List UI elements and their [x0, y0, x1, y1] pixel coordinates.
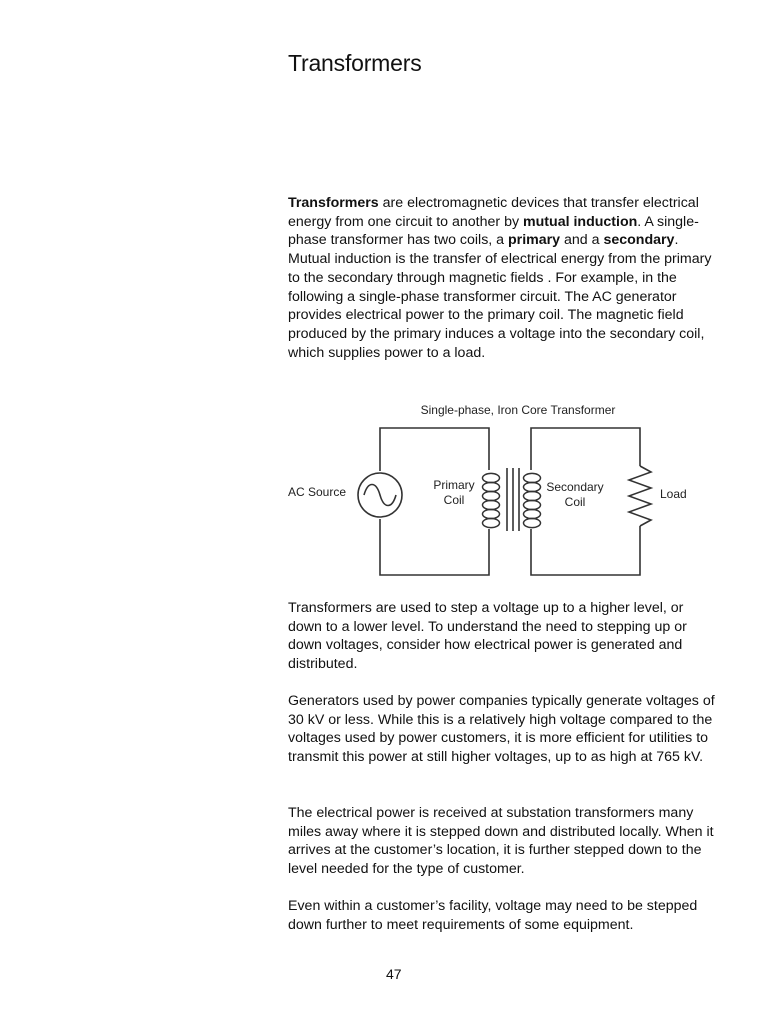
intro-text-3: and a: [560, 232, 604, 249]
secondary-coil-symbol: [524, 473, 541, 527]
primary-coil-symbol: [483, 473, 500, 527]
diagram-caption: Single-phase, Iron Core Transformer: [420, 403, 616, 417]
facility-paragraph: Even within a customer’s facility, voltage may need to be stepped down further to meet requirements of some equipment.: [288, 898, 698, 933]
primary-coil-label-line1: Primary: [433, 478, 475, 492]
intro-paragraph: [288, 194, 720, 362]
term-transformers: Transformers: [288, 195, 379, 211]
term-secondary: secondary: [603, 232, 675, 249]
transformer-diagram: [280, 398, 720, 583]
generation-paragraph: Generators used by power companies typically generate voltages of 30 kV or less. While this is a relatively high voltage compared to the voltages used by power customers, it is more efficient for utilities to transmit this power at still higher voltages, up to as high at 765 kV.: [288, 693, 715, 766]
secondary-coil-label-line1: Secondary: [546, 480, 604, 494]
intro-text-2: . A single-phase transformer has two coils, a: [288, 213, 699, 249]
intro-text-4: . Mutual induction is the transfer of electrical energy from the primary to the secondary through magnetic fields . For example, in the following a single-phase transformer circuit. The AC generator provides electrical power to the primary coil. The magnetic field produced by the primary induces a voltage into the secondary coil, which supplies power to a load.: [288, 232, 712, 361]
page-title: Transformers: [288, 50, 422, 76]
ac-source-label: AC Source: [288, 485, 347, 499]
distribution-paragraph: The electrical power is received at substation transformers many miles away where it is stepped down and distributed locally. When it arrives at the customer’s location, it is further stepped down to the level needed for the type of customer.: [288, 805, 714, 878]
load-resistor-symbol: [629, 466, 651, 526]
primary-coil-label-line2: Coil: [443, 493, 465, 507]
iron-core-symbol: [507, 468, 519, 531]
term-mutual-induction: mutual induction: [523, 213, 638, 230]
secondary-circuit-wire: [531, 428, 640, 575]
step-up-down-paragraph: Transformers are used to step a voltage up to a higher level, or down to a lower level. To understand the need to stepping up or down voltages, consider how electrical power is generated and distributed.: [288, 600, 687, 673]
secondary-coil-label-line2: Coil: [564, 495, 586, 509]
term-primary: primary: [508, 232, 561, 249]
page-number: 47: [386, 966, 402, 982]
intro-text-1: are electromagnetic devices that transfer electrical energy from one circuit to another by: [288, 195, 699, 230]
load-label: Load: [660, 487, 687, 501]
